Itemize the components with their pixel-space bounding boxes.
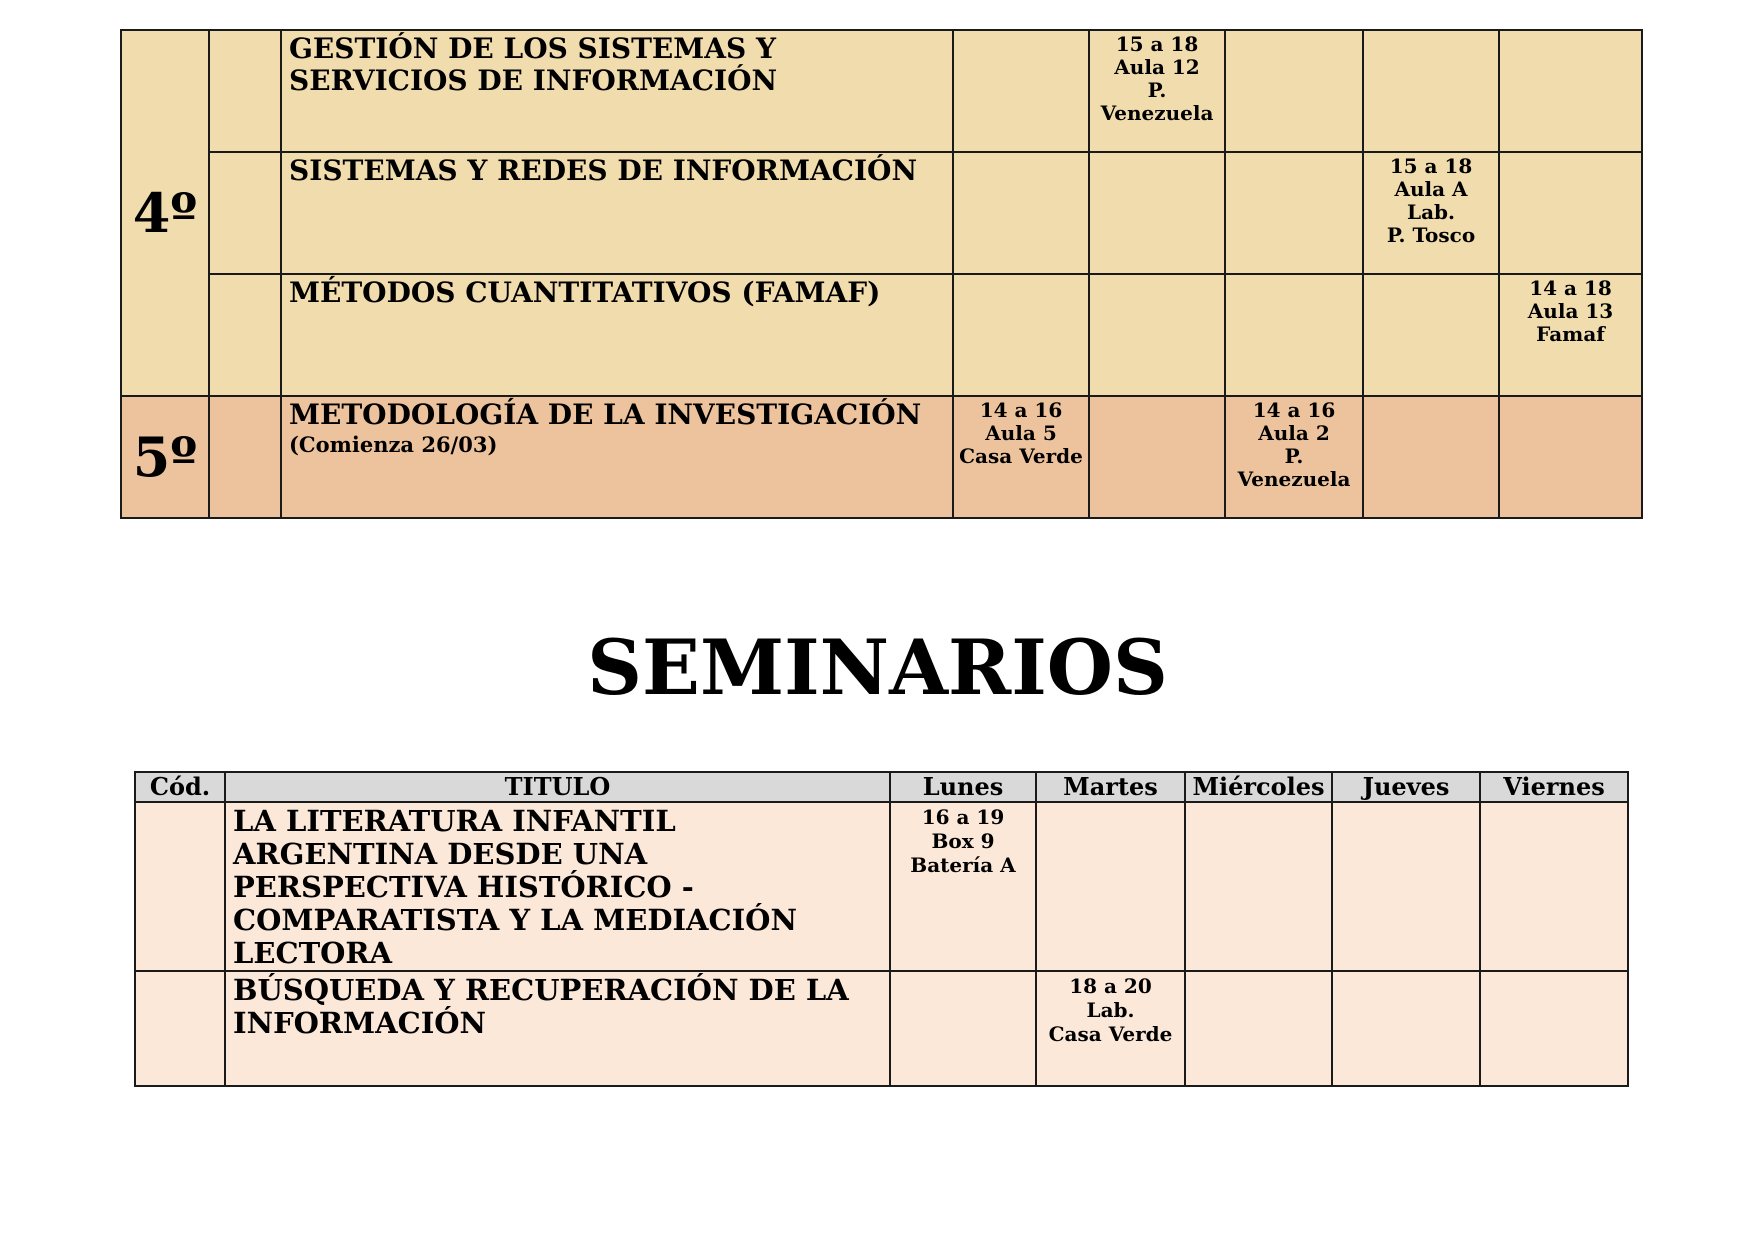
course-subject: SISTEMAS Y REDES DE INFORMACIÓN <box>281 152 953 274</box>
course-code-cell <box>209 30 281 152</box>
seminar-code <box>135 971 225 1086</box>
schedule-cell <box>1089 274 1225 396</box>
course-subject: METODOLOGÍA DE LA INVESTIGACIÓN <box>289 398 922 431</box>
schedule-cell <box>1225 30 1363 152</box>
seminarios-table <box>134 771 1629 1087</box>
course-code-cell <box>209 396 281 518</box>
schedule-cell <box>1363 274 1499 396</box>
slot-room: Aula 13 <box>1527 299 1614 323</box>
schedule-cell <box>953 152 1089 274</box>
header-viernes: Viernes <box>1480 772 1628 802</box>
schedule-cell <box>1363 30 1499 152</box>
schedule-cell <box>953 30 1089 152</box>
year-label-4: 4º <box>121 30 209 396</box>
seminar-title: BÚSQUEDA Y RECUPERACIÓN DE LA INFORMACIÓN <box>225 971 890 1086</box>
slot-place: P. <box>1147 78 1167 102</box>
schedule-cell <box>1036 802 1185 971</box>
slot-time: 16 a 19 <box>921 805 1005 829</box>
header-martes: Martes <box>1036 772 1185 802</box>
header-lunes: Lunes <box>890 772 1036 802</box>
schedule-cell <box>1185 971 1332 1086</box>
course-row <box>121 152 1642 274</box>
header-titulo: TITULO <box>225 772 890 802</box>
course-subject: MÉTODOS CUANTITATIVOS (FAMAF) <box>281 274 953 396</box>
schedule-cell <box>953 274 1089 396</box>
seminarios-title: SEMINARIOS <box>587 623 1168 712</box>
seminar-row <box>135 802 1628 971</box>
schedule-cell <box>1499 152 1642 274</box>
course-row <box>121 274 1642 396</box>
slot-room: Aula 5 <box>985 421 1057 445</box>
slot-place: Casa Verde <box>959 444 1083 468</box>
slot-room: Lab. <box>1086 998 1135 1022</box>
header-row <box>135 772 1628 802</box>
courses-schedule-table <box>120 29 1643 519</box>
seminar-code <box>135 802 225 971</box>
slot-place: Lab. <box>1407 200 1455 224</box>
slot-room: Box 9 <box>931 829 995 853</box>
schedule-cell <box>1185 802 1332 971</box>
schedule-cell <box>953 396 1089 518</box>
slot-time: 14 a 16 <box>979 398 1063 422</box>
course-row <box>121 30 1642 152</box>
seminar-title: LA LITERATURA INFANTIL ARGENTINA DESDE UNA PERSPECTIVA HISTÓRICO - COMPARATISTA Y LA MEDIACIÓN LECTORA <box>225 802 890 971</box>
slot-place: Batería A <box>910 853 1016 877</box>
slot-time: 14 a 18 <box>1529 276 1612 300</box>
course-code-cell <box>209 274 281 396</box>
schedule-cell <box>1089 396 1225 518</box>
schedule-cell <box>1480 971 1628 1086</box>
schedule-cell <box>1499 274 1642 396</box>
slot-time: 14 a 16 <box>1252 398 1336 422</box>
header-cod: Cód. <box>135 772 225 802</box>
schedule-cell <box>1225 152 1363 274</box>
schedule-cell <box>1225 274 1363 396</box>
schedule-cell <box>1332 971 1480 1086</box>
slot-place: Venezuela <box>1100 101 1214 125</box>
schedule-cell <box>1499 30 1642 152</box>
schedule-cell <box>1480 802 1628 971</box>
slot-room: Aula A <box>1394 177 1468 201</box>
course-start-note: (Comienza 26/03) <box>289 432 498 457</box>
slot-time: 18 a 20 <box>1069 974 1152 998</box>
slot-place: P. Tosco <box>1386 223 1476 247</box>
slot-room: Aula 2 <box>1258 421 1330 445</box>
course-subject-cell <box>281 396 953 518</box>
schedule-cell <box>1499 396 1642 518</box>
schedule-cell <box>1089 30 1225 152</box>
schedule-cell <box>1089 152 1225 274</box>
slot-time: 15 a 18 <box>1115 32 1199 56</box>
schedule-cell <box>890 802 1036 971</box>
course-subject: GESTIÓN DE LOS SISTEMAS Y SERVICIOS DE INFORMACIÓN <box>281 30 953 152</box>
slot-time: 15 a 18 <box>1389 154 1473 178</box>
schedule-cell <box>1225 396 1363 518</box>
year-label-5: 5º <box>121 396 209 518</box>
schedule-cell <box>1363 396 1499 518</box>
seminar-row <box>135 971 1628 1086</box>
header-jueves: Jueves <box>1332 772 1480 802</box>
header-miercoles: Miércoles <box>1185 772 1332 802</box>
slot-place: Venezuela <box>1237 467 1351 491</box>
slot-place: P. <box>1284 444 1304 468</box>
slot-place: Casa Verde <box>1048 1022 1173 1046</box>
slot-place: Famaf <box>1536 322 1605 346</box>
schedule-cell <box>1036 971 1185 1086</box>
slot-room: Aula 12 <box>1114 55 1200 79</box>
schedule-cell <box>1332 802 1480 971</box>
course-row <box>121 396 1642 518</box>
course-code-cell <box>209 152 281 274</box>
schedule-cell <box>1363 152 1499 274</box>
schedule-cell <box>890 971 1036 1086</box>
